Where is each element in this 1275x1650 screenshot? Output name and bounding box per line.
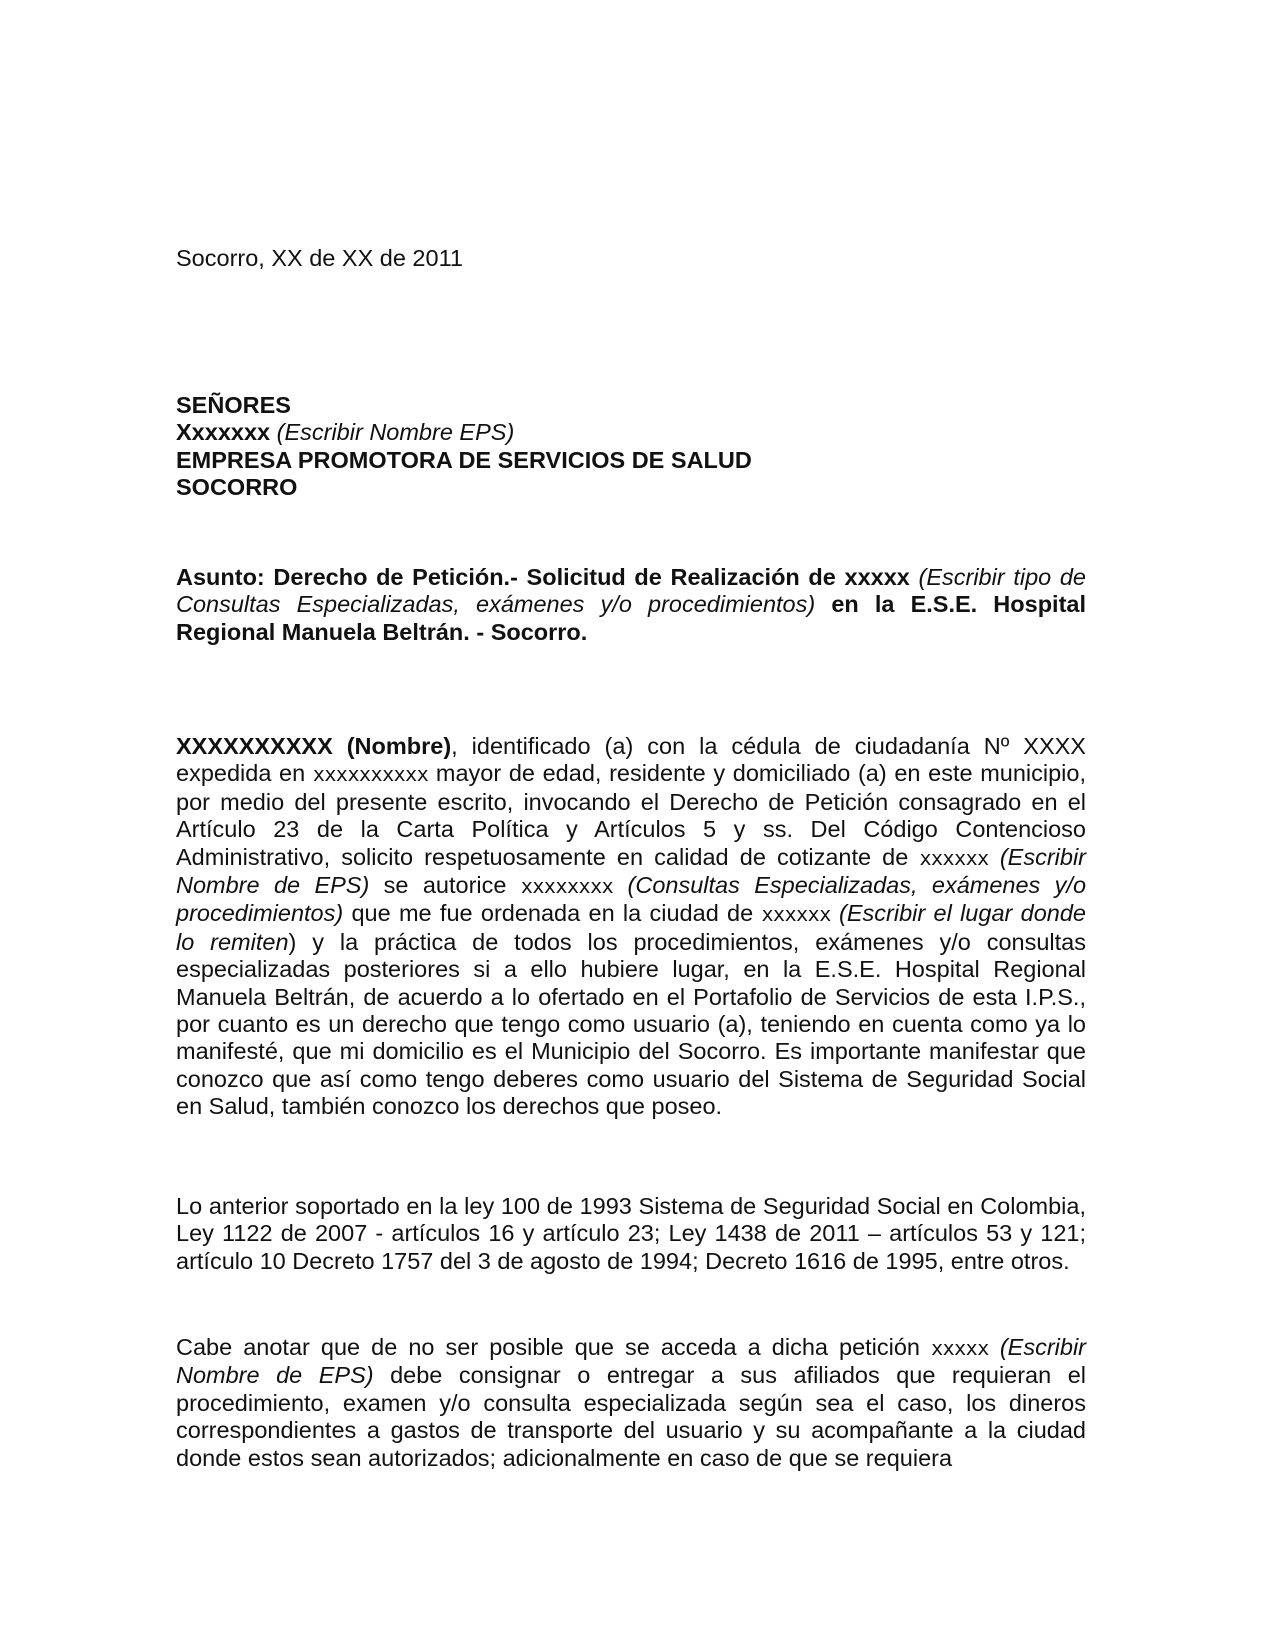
addressee-eps-instruction: (Escribir Nombre EPS) — [270, 419, 515, 446]
p1-instruction-2: (Consultas Especializadas, exámenes y/o procedimientos) — [176, 872, 1087, 927]
p1-placeholder-1: xxxxxxxxxx — [312, 762, 429, 787]
p1-placeholder-3: xxxxxxxx — [520, 874, 614, 899]
subject-bold-end: en la E.S.E. Hospital Regional Manuela Beltrán. - Socorro. — [176, 591, 1086, 645]
p1-placeholder-2: xxxxxx — [919, 845, 989, 870]
p3-instruction-1: (Escribir Nombre de EPS) — [176, 1334, 1086, 1389]
subject-instruction: (Escribir tipo de Consultas Especializadas, exámenes y/o procedimientos) — [176, 564, 1086, 618]
p3-placeholder-1: xxxxx — [931, 1336, 989, 1360]
addressee-city: SOCORRO — [176, 474, 298, 501]
subject-block — [176, 564, 1086, 646]
p3-text-2: debe consignar o entregar a sus afiliados que requieran el procedimiento, examen y/o consulta especializada según sea el caso, los dineros correspondientes a gastos de transporte del usuario y su acompañante a la ciudad donde estos sean autorizados; adicionalmente en caso de que se requiera — [176, 1362, 1086, 1471]
p1-text-1: , identificado (a) con la cédula de ciudadanía Nº XXXX expedida en — [176, 733, 1086, 787]
p3-text-1: Cabe anotar que de no ser posible que se acceda a dicha petición — [176, 1334, 932, 1360]
addressee-eps-line — [176, 419, 1086, 446]
body-paragraph-1 — [176, 733, 1086, 1121]
p1-text-5: ) y la práctica de todos los procedimientos, exámenes y/o consultas especializadas posteriores si a ello hubiere lugar, en la E.S.E. Hospital Regional Manuela Beltrán, de acuerdo a lo ofertado en el Portafolio de Servicios de esta I.P.S., por cuanto es un derecho que tengo como usuario (a), teniendo en cuenta como ya lo manifesté, que mi domicilio es el Municipio del Socorro. Es importante manifestar que conozco que así como tengo deberes como usuario del Sistema de Seguridad Social en Salud, también conozco los derechos que poseo. — [176, 928, 1086, 1120]
addressee-salutation: SEÑORES — [176, 392, 291, 418]
body-paragraph-3 — [176, 1334, 1086, 1472]
p1-placeholder-4: xxxxxx — [761, 902, 831, 927]
p1-text-4: que me fue ordenada en la ciudad de — [343, 900, 762, 927]
subject-bold-start: Asunto: Derecho de Petición.- Solicitud de Realización de xxxxx — [176, 564, 910, 590]
p1-text-2: mayor de edad, residente y domiciliado (a) en este municipio, por medio del presente escrito, invocando el Derecho de Petición consagrado en el Artículo 23 de la Carta Política y Artículos 5 y ss. Del Código Contencioso Administrativo, solicito respetuosamente en calidad de cotizante de — [176, 760, 1086, 870]
p1-text-3: se autorice — [369, 872, 521, 899]
date-line: Socorro, XX de XX de 2011 — [176, 245, 463, 271]
addressee-block — [176, 392, 1086, 502]
p1-instruction-3: (Escribir el lugar donde lo remiten — [176, 900, 1086, 955]
p1-instruction-1: (Escribir Nombre de EPS) — [176, 843, 1086, 899]
petitioner-name: XXXXXXXXXX (Nombre) — [176, 733, 452, 759]
addressee-eps-placeholder: Xxxxxxx — [176, 419, 271, 446]
addressee-company: EMPRESA PROMOTORA DE SERVICIOS DE SALUD — [176, 446, 752, 473]
body-paragraph-2: Lo anterior soportado en la ley 100 de 1993 Sistema de Seguridad Social en Colombia, Ley 1122 de 2007 - artículos 16 y artículo 23; Ley 1438 de 2011 – artículos 53 y 121; artículo 10 Decreto 1757 del 3 de agosto de 1994; Decreto 1616 de 1995, entre otros. — [176, 1193, 1086, 1274]
